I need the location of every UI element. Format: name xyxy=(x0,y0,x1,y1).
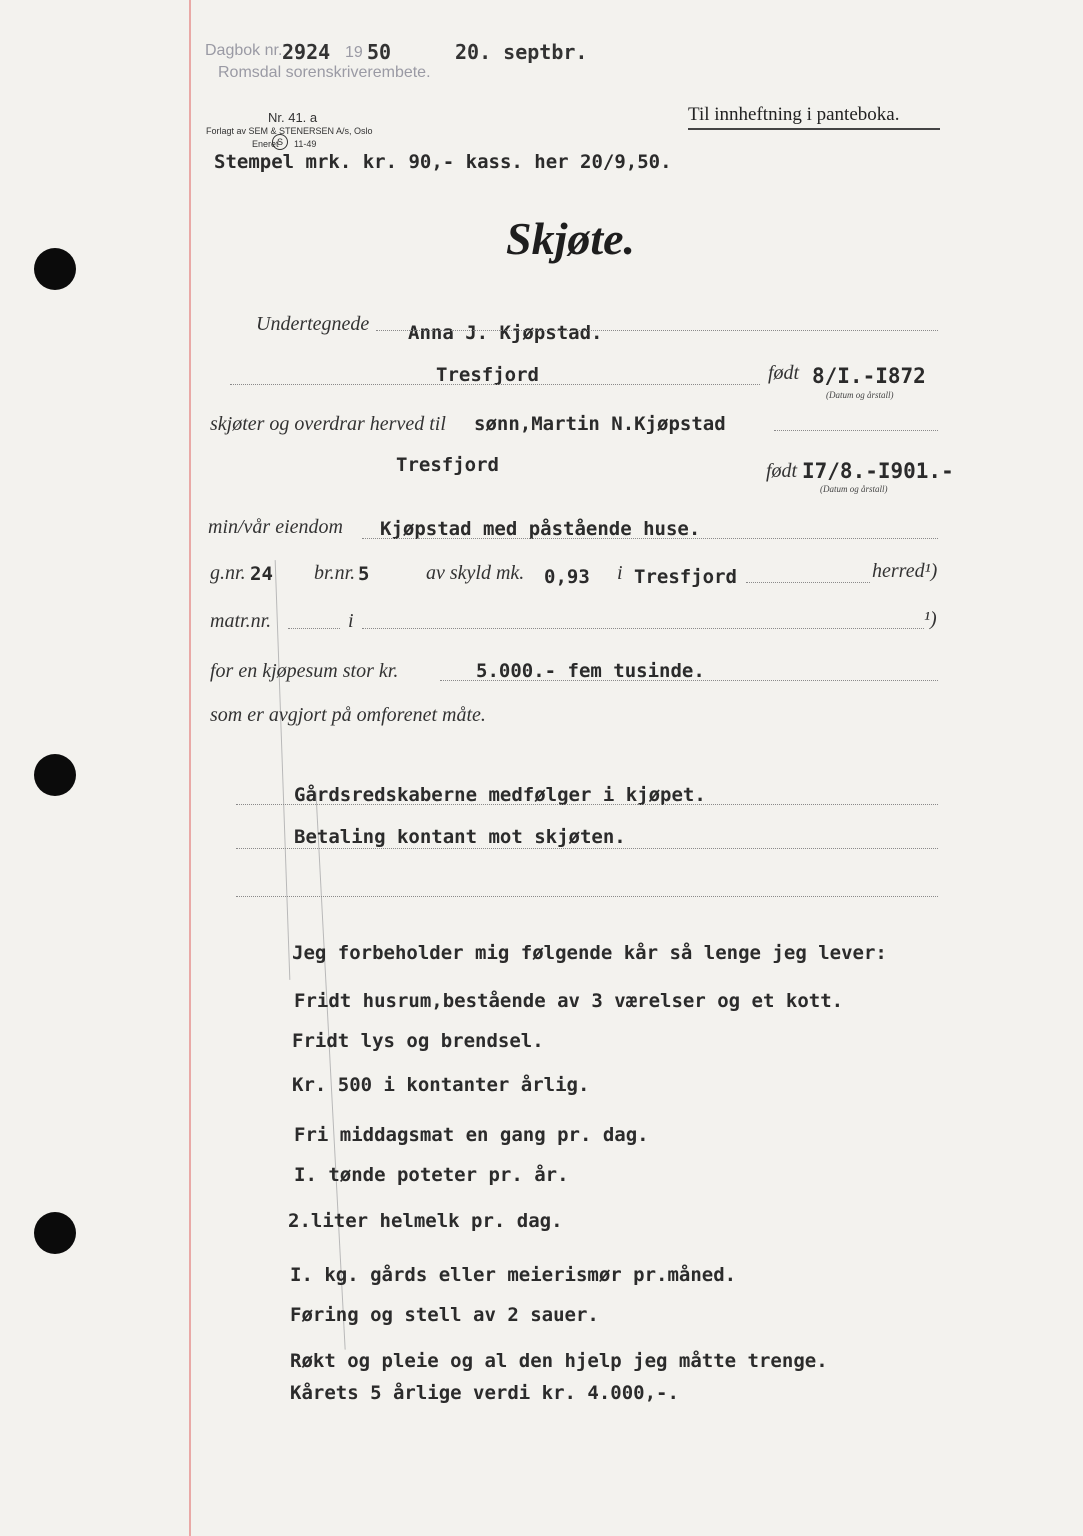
reservation-line: Fridt husrum,bestående av 3 værelser og et kott. xyxy=(294,990,844,1012)
kjopesum: 5.000.- fem tusinde. xyxy=(476,660,705,682)
form-code: 11-49 xyxy=(294,139,317,149)
dagbok-number: 2924 xyxy=(282,40,331,64)
field-line xyxy=(362,538,938,539)
matr-i-label: i xyxy=(348,610,354,632)
reservation-line: Kårets 5 årlige verdi kr. 4.000,-. xyxy=(290,1382,679,1404)
reservation-line: Røkt og pleie og al den hjelp jeg måtte trenge. xyxy=(290,1350,828,1372)
field-line xyxy=(230,384,760,385)
punch-hole-top xyxy=(34,248,76,290)
gnr-label: g.nr. xyxy=(210,562,246,584)
reservation-line: I. kg. gårds eller meierismør pr.måned. xyxy=(290,1264,737,1286)
dagbok-date: 20. septbr. xyxy=(455,40,588,64)
condition-line: Betaling kontant mot skjøten. xyxy=(294,826,626,848)
year-suffix: 50 xyxy=(367,40,392,64)
gnr: 24 xyxy=(250,563,273,585)
field-line xyxy=(236,804,938,805)
reservation-line: Føring og stell av 2 sauer. xyxy=(290,1304,599,1326)
reservation-line: Fri middagsmat en gang pr. dag. xyxy=(294,1124,649,1146)
herred-label: herred¹) xyxy=(872,560,938,582)
seller-name: Anna J. Kjøpstad. xyxy=(408,322,603,344)
punch-hole-middle xyxy=(34,754,76,796)
reservation-line: I. tønde poteter pr. år. xyxy=(294,1164,569,1186)
i-label: i xyxy=(617,562,623,584)
field-line xyxy=(774,430,938,431)
transfer-label: skjøter og overdrar herved til xyxy=(210,413,446,435)
year-prefix: 19 xyxy=(345,44,363,61)
property: Kjøpstad med påstående huse. xyxy=(380,518,701,540)
datum-hint-2: (Datum og årstall) xyxy=(820,484,888,494)
reservation-line: Jeg forbeholder mig følgende kår så lenge jeg lever: xyxy=(292,942,887,964)
buyer-place: Tresfjord xyxy=(396,454,499,476)
fodt-label-1: født xyxy=(768,362,800,384)
datum-hint-1: (Datum og årstall) xyxy=(826,390,894,400)
skyld-label: av skyld mk. xyxy=(426,562,525,584)
reservation-line: Fridt lys og brendsel. xyxy=(292,1030,544,1052)
dagbok-label: Dagbok nr. xyxy=(205,42,283,59)
seller-place: Tresfjord xyxy=(436,364,539,386)
skyld: 0,93 xyxy=(544,566,590,588)
form-purpose: Til innheftning i panteboka. xyxy=(688,104,900,125)
document-title: Skjøte. xyxy=(506,213,636,264)
field-line xyxy=(236,848,938,849)
condition-line: Gårdsredskaberne medfølger i kjøpet. xyxy=(294,784,706,806)
publisher-logo-icon: S xyxy=(272,134,288,150)
matr-footnote: ¹) xyxy=(924,608,937,630)
seller-birth: 8/I.-I872 xyxy=(812,364,926,388)
eiendom-label: min/vår eiendom xyxy=(208,516,343,538)
stamp-duty-line: Stempel mrk. kr. 90,- kass. her 20/9,50. xyxy=(214,151,672,173)
field-line xyxy=(376,330,938,331)
field-line xyxy=(746,582,870,583)
undertegnede-label: Undertegnede xyxy=(256,313,370,335)
form-number: Nr. 41. a xyxy=(268,110,318,125)
purpose-underline xyxy=(688,128,940,130)
brnr-label: br.nr. xyxy=(314,562,356,584)
herred-name: Tresfjord xyxy=(634,566,737,588)
pencil-stroke xyxy=(275,560,291,980)
form-eneret: Eneret xyxy=(252,139,279,149)
kjopesum-label: for en kjøpesum stor kr. xyxy=(210,660,399,682)
field-line xyxy=(362,628,924,629)
reservation-line: 2.liter helmelk pr. dag. xyxy=(288,1210,563,1232)
margin-line xyxy=(189,0,191,1536)
matr-label: matr.nr. xyxy=(210,610,272,632)
form-publisher: Forlagt av SEM & STENERSEN A/s, Oslo xyxy=(206,126,373,136)
field-line xyxy=(236,896,938,897)
reservation-line: Kr. 500 i kontanter årlig. xyxy=(292,1074,590,1096)
field-line xyxy=(288,628,340,629)
punch-hole-bottom xyxy=(34,1212,76,1254)
fodt-label-2: født xyxy=(766,460,798,482)
field-line xyxy=(440,680,938,681)
avgjort-label: som er avgjort på omforenet måte. xyxy=(210,704,486,726)
buyer-birth: I7/8.-I901.- xyxy=(802,459,954,483)
brnr: 5 xyxy=(358,563,370,585)
buyer-name: sønn,Martin N.Kjøpstad xyxy=(474,413,726,435)
office-name: Romsdal sorenskriverembete. xyxy=(218,64,431,81)
